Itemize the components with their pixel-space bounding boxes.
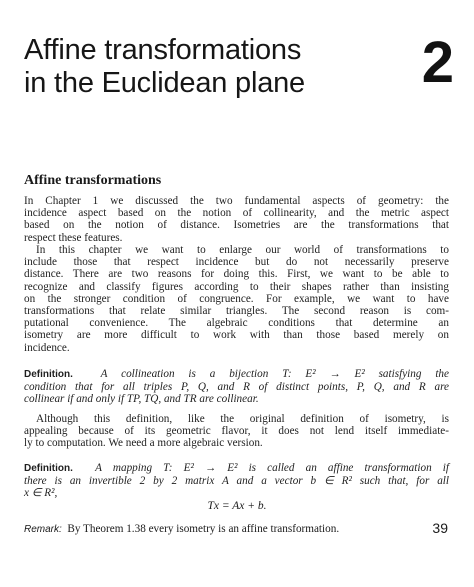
text-line: include those that respect incidence but do not necessarily preserve	[24, 256, 449, 269]
affine-equation: Tx = Ax + b.	[207, 500, 267, 512]
chapter-title-line: in the Euclidean plane	[24, 67, 305, 99]
page-number: 39	[432, 520, 448, 536]
text-line: distance. There are two reasons for doing this. First, we want to be able to	[24, 268, 449, 281]
remark-text: By Theorem 1.38 every isometry is an affine transformation.	[67, 523, 340, 535]
text-line: recognize and classify figures according to their shapes rather than insisting	[24, 280, 449, 293]
section-heading: Affine transformations	[24, 173, 162, 188]
definition-affine	[24, 462, 449, 500]
text-line: based on the notion of distance. Isometries are the transformations that	[24, 219, 449, 232]
remark-label: Remark:	[24, 524, 62, 535]
text-line: incidence.	[24, 341, 70, 354]
chapter-title	[24, 34, 384, 100]
text-line: incidence aspect based on the notion of collinearity, and the metric aspect	[24, 207, 449, 220]
definition-line: condition that for all triples P, Q, and R of distinct points, P, Q, and R are	[24, 381, 449, 394]
text-line: appealing because of its geometric flavor, it does not lend itself immediate-	[24, 425, 449, 438]
text-line: on the stronger condition of congruence. For example, we want to have	[24, 292, 449, 305]
text-line: Although this definition, like the original definition of isometry, is	[36, 413, 449, 425]
text-line: isometry are more difficult to work with than those based merely on	[24, 329, 449, 342]
definition-line: there is an invertible 2 by 2 matrix A and a vector b ∈ R² such that, for all	[24, 475, 449, 488]
paragraph-motivation	[24, 244, 449, 354]
definition-line: collinear if and only if TP, TQ, and TR are collinear.	[24, 393, 259, 406]
chapter-title-line: Affine transformations	[24, 34, 302, 66]
definition-line	[24, 368, 449, 381]
definition-collineation	[24, 368, 449, 406]
remark	[24, 523, 364, 536]
chapter-number: 2	[421, 30, 454, 95]
text-line: In Chapter 1 we discussed the two fundamental aspects of geometry: the	[24, 195, 449, 207]
text-line: respect these features.	[24, 231, 123, 244]
definition-line	[24, 462, 449, 475]
paragraph-intro	[24, 195, 449, 244]
text-line: In this chapter we want to enlarge our world of transformations to	[36, 244, 449, 256]
text-line: ly to computation. We need a more algebraic version.	[24, 437, 263, 450]
text-line: putational convenience. The algebraic conditions that determine an	[24, 317, 449, 330]
definition-label: Definition.	[24, 369, 73, 380]
definition-label: Definition.	[24, 463, 73, 474]
paragraph-algebraic	[24, 413, 449, 450]
text-line: transformations that relate similar triangles. The second reason is com-	[24, 305, 449, 318]
definition-text: A collineation is a bijection T: E² → E² satisfying the	[100, 368, 449, 380]
definition-line: x ∈ R²,	[24, 487, 58, 500]
definition-text: A mapping T: E² → E² is called an affine transformation if	[95, 462, 449, 474]
